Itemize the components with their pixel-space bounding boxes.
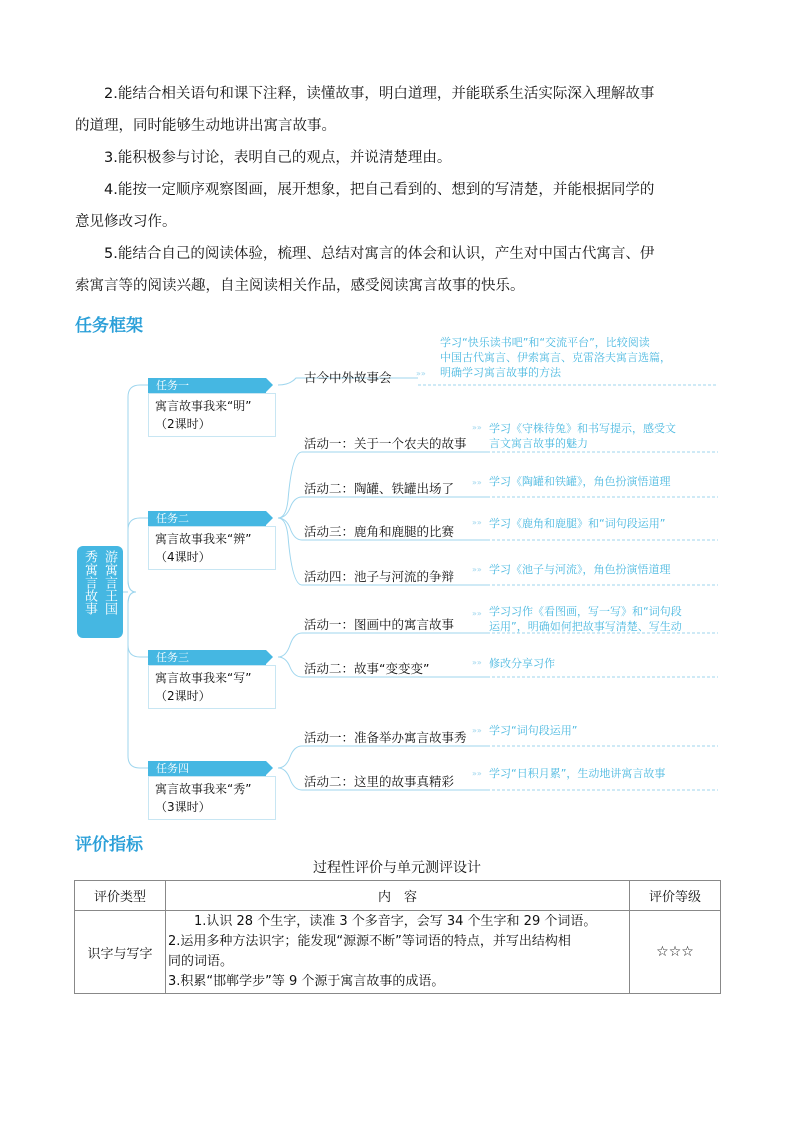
- note-line: 明确学习寓言故事的方法: [440, 366, 561, 379]
- objective-2: [75, 78, 720, 142]
- objective-4: [75, 174, 720, 238]
- task-3-activity-2: 活动二：故事“变变变”: [304, 661, 430, 676]
- objective-5-line-2: 索寓言等的阅读兴趣，自主阅读相关作品，感受阅读寓言故事的快乐。: [75, 278, 525, 294]
- table-caption: 过程性评价与单元测评设计: [313, 860, 481, 876]
- note-line: 中国古代寓言、伊索寓言、克雷洛夫寓言选篇，: [440, 351, 671, 364]
- task-4-activity-2: 活动二：这里的故事真精彩: [304, 774, 455, 789]
- task-2-activity-1-note: [489, 421, 676, 451]
- task-2-activity-2-note: [489, 474, 671, 489]
- framework-root: [77, 546, 123, 638]
- table-row: [75, 911, 721, 994]
- task-3-hours: （2课时）: [155, 689, 211, 703]
- rating-stars: ☆☆☆: [630, 911, 721, 994]
- task-2-activity-1: 活动一：关于一个农夫的故事: [304, 436, 467, 451]
- svg-text:»»: »»: [472, 726, 482, 735]
- objective-2-line-2: 的道理，同时能够生动地讲出寓言故事。: [75, 118, 336, 134]
- content-line: 3.积累“邯郸学步”等 9 个源于寓言故事的成语。: [168, 974, 445, 989]
- objective-2-line-1: 2.能结合相关语句和课下注释，读懂故事，明白道理，并能联系生活实际深入理解故事: [104, 86, 655, 102]
- task-4-tag: 任务四: [148, 761, 266, 776]
- svg-text:»»: »»: [416, 369, 426, 378]
- task-2-hours: （4课时）: [155, 550, 211, 564]
- root-col-2: 秀寓言故事: [82, 550, 97, 615]
- framework-title: 任务框架: [75, 316, 143, 336]
- task-2-name: 寓言故事我来“辨”: [155, 532, 252, 546]
- svg-text:»»: »»: [472, 609, 482, 618]
- task-2-activity-2: 活动二：陶罐、铁罐出场了: [304, 481, 455, 496]
- note-line: 修改分享习作: [489, 657, 555, 670]
- header-rating: 评价等级: [630, 881, 721, 911]
- root-col-1: 游寓言王国: [102, 550, 117, 615]
- objective-5-line-1: 5.能结合自己的阅读体验，梳理、总结对寓言的体会和认识，产生对中国古代寓言、伊: [104, 246, 655, 262]
- svg-text:»»: »»: [472, 423, 482, 432]
- objective-3: [75, 142, 720, 174]
- task-4-name: 寓言故事我来“秀”: [155, 782, 252, 796]
- objective-4-line-1: 4.能按一定顺序观察图画，展开想象，把自己看到的、想到的写清楚，并能根据同学的: [104, 182, 655, 198]
- task-4-activity-1: 活动一：准备举办寓言故事秀: [304, 730, 467, 745]
- note-line: 学习习作《看图画，写一写》和“词句段: [489, 605, 682, 618]
- task-4-activity-1-note: [489, 723, 577, 738]
- row-content: [166, 911, 630, 994]
- objective-5: [75, 238, 720, 302]
- content-line: 同的词语。: [168, 954, 234, 969]
- task-3-activity-1-note: [489, 604, 682, 634]
- task-2-activity-4: 活动四：池子与河流的争辩: [304, 569, 455, 584]
- note-line: 学习“词句段运用”: [489, 724, 578, 737]
- task-3-box: [148, 665, 276, 709]
- svg-text:»»: »»: [472, 478, 482, 487]
- task-3-activity-1: 活动一：图画中的寓言故事: [304, 617, 455, 632]
- content-line: 2.运用多种方法识字；能发现“源源不断”等词语的特点，并写出结构相: [168, 934, 571, 949]
- objective-4-line-2: 意见修改习作。: [75, 214, 177, 230]
- note-line: 言文寓言故事的魅力: [489, 437, 588, 450]
- note-line: 学习“日积月累”，生动地讲寓言故事: [489, 767, 666, 780]
- task-1-activity-1: 古今中外故事会: [304, 370, 392, 385]
- header-type: 评价类型: [75, 881, 166, 911]
- task-1-tag: 任务一: [148, 378, 266, 393]
- task-1-activity-1-note: [440, 335, 671, 380]
- task-3-tag: 任务三: [148, 650, 266, 665]
- svg-text:»»: »»: [472, 518, 482, 527]
- task-1-name: 寓言故事我来“明”: [155, 399, 252, 413]
- task-3-activity-2-note: [489, 656, 555, 671]
- task-2-box: [148, 526, 276, 570]
- task-1-box: [148, 393, 276, 437]
- task-1-hours: （2课时）: [155, 417, 211, 431]
- note-line: 学习《鹿角和鹿腿》和“词句段运用”: [489, 517, 666, 530]
- objective-3-line-1: 3.能积极参与讨论，表明自己的观点，并说清楚理由。: [104, 150, 452, 166]
- task-2-activity-3-note: [489, 516, 665, 531]
- content-line: 1.认识 28 个生字，读准 3 个多音字，会写 34 个生字和 29 个词语。: [194, 914, 597, 929]
- task-4-activity-2-note: [489, 766, 665, 781]
- evaluation-title: 评价指标: [75, 835, 143, 855]
- evaluation-table: [74, 880, 721, 994]
- note-line: 学习“快乐读书吧”和“交流平台”，比较阅读: [440, 336, 650, 349]
- svg-text:»»: »»: [472, 658, 482, 667]
- svg-text:»»: »»: [472, 565, 482, 574]
- task-2-activity-3: 活动三：鹿角和鹿腿的比赛: [304, 524, 455, 539]
- header-content: 内 容: [166, 881, 630, 911]
- svg-text:»»: »»: [472, 769, 482, 778]
- task-2-tag: 任务二: [148, 511, 266, 526]
- note-line: 运用”，明确如何把故事写清楚、写生动: [489, 620, 682, 633]
- row-type: 识字与写字: [75, 911, 166, 994]
- task-4-box: [148, 776, 276, 820]
- task-2-activity-4-note: [489, 562, 671, 577]
- note-line: 学习《陶罐和铁罐》，角色扮演悟道理: [489, 475, 671, 488]
- table-header-row: [75, 881, 721, 911]
- note-line: 学习《池子与河流》，角色扮演悟道理: [489, 563, 671, 576]
- task-4-hours: （3课时）: [155, 800, 211, 814]
- note-line: 学习《守株待兔》和书写提示，感受文: [489, 422, 676, 435]
- task-3-name: 寓言故事我来“写”: [155, 671, 252, 685]
